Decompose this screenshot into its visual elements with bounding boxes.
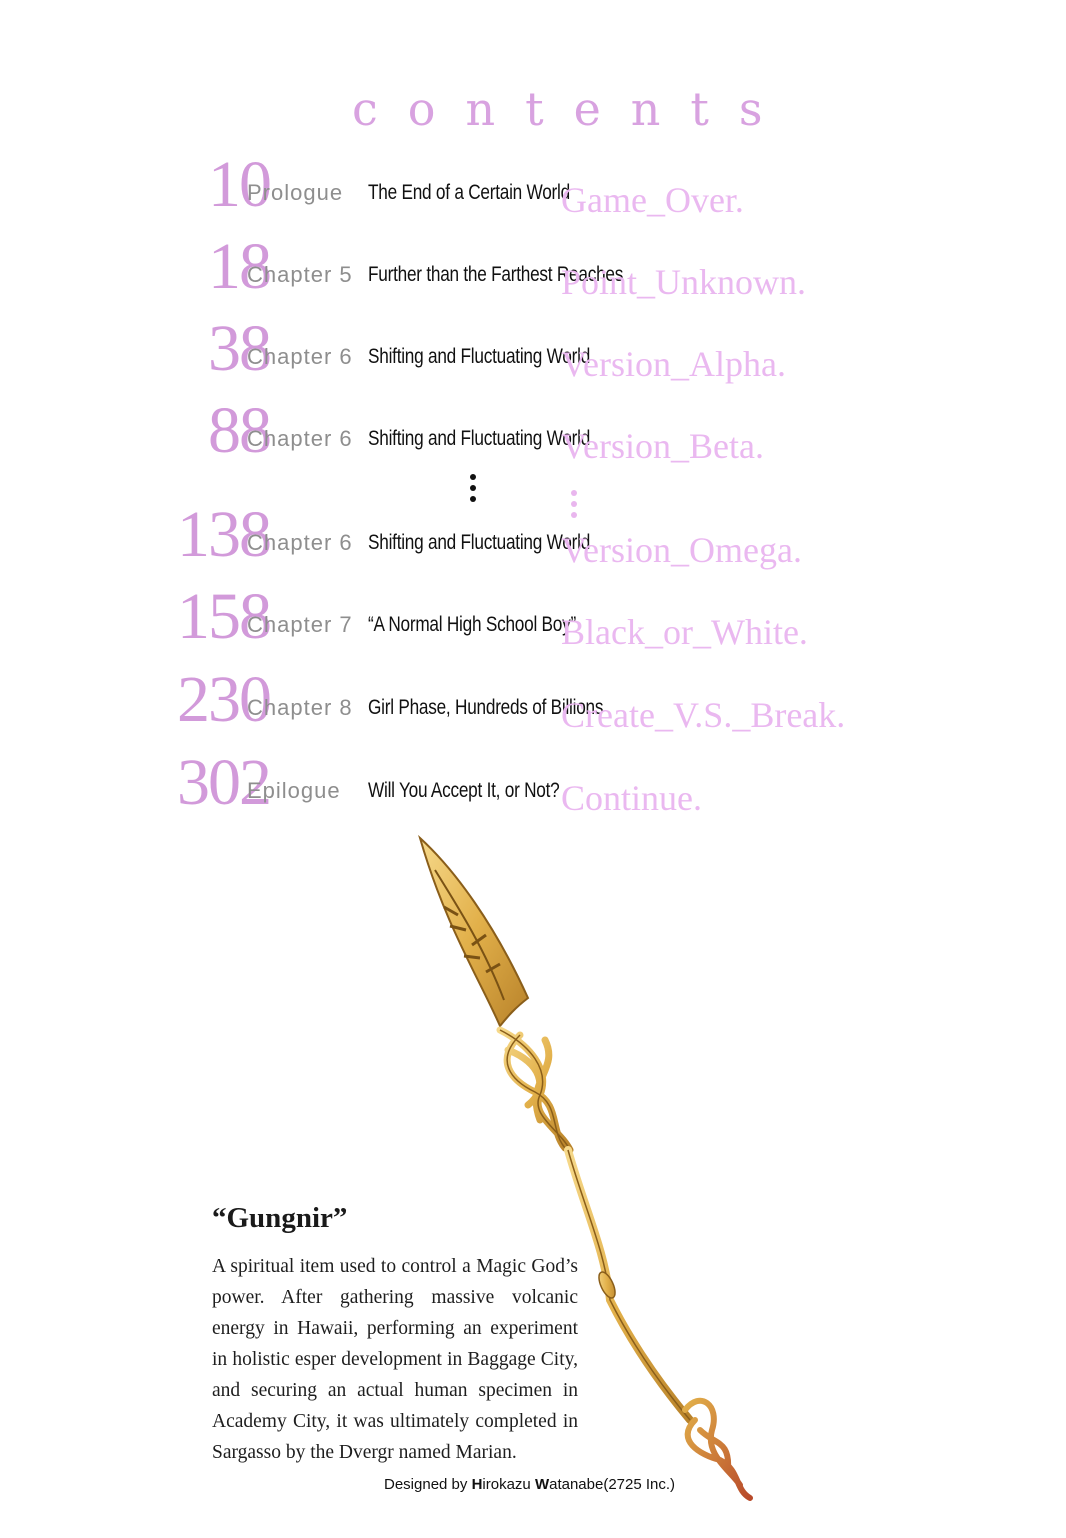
chapter-code: Point_Unknown. xyxy=(561,262,807,302)
toc-entry[interactable] xyxy=(0,148,1066,260)
toc-entry[interactable] xyxy=(0,230,1066,342)
page-number: 38 xyxy=(208,312,270,385)
page-number: 138 xyxy=(177,498,270,571)
chapter-title: “A Normal High School Boy” xyxy=(368,613,576,636)
item-description: A spiritual item used to control a Magic God’s power. After gathering massive volcanic energy in Hawaii, performing an experiment in holistic esper development in Baggage City, and securing an actual human specimen in Academy City, it was ultimately completed in Sargasso by the Dvergr named Marian. xyxy=(212,1256,578,1463)
credit-first-rest: irokazu xyxy=(482,1476,535,1493)
chapter-label: Chapter 8 xyxy=(247,695,353,720)
credit-last-initial: W xyxy=(534,1476,550,1493)
toc-entry[interactable] xyxy=(0,580,1066,692)
toc-entry[interactable] xyxy=(0,394,1066,506)
chapter-code: Version_Alpha. xyxy=(561,344,786,384)
ellipsis-vertical-icon xyxy=(468,474,478,508)
credit-last-rest: atanabe(2725 Inc.) xyxy=(549,1476,676,1493)
toc-entry[interactable] xyxy=(0,312,1066,424)
chapter-code: Game_Over. xyxy=(561,180,744,220)
chapter-title: The End of a Certain World xyxy=(368,181,570,204)
chapter-title: Shifting and Fluctuating World xyxy=(368,427,591,450)
chapter-title: Shifting and Fluctuating World xyxy=(368,345,591,368)
credit-prefix: Designed by xyxy=(384,1476,472,1493)
chapter-title: Further than the Farthest Reaches xyxy=(368,263,624,286)
page-number: 10 xyxy=(208,148,270,221)
chapter-label: Prologue xyxy=(247,180,344,205)
chapter-label: Chapter 6 xyxy=(247,344,353,369)
item-title: “Gungnir” xyxy=(212,1202,348,1234)
page-number: 88 xyxy=(208,394,270,467)
chapter-label: Chapter 7 xyxy=(247,612,353,637)
chapter-code: Continue. xyxy=(561,778,702,818)
chapter-label: Chapter 6 xyxy=(247,426,353,451)
chapter-title: Girl Phase, Hundreds of Billions xyxy=(368,696,604,719)
chapter-label: Epilogue xyxy=(247,778,341,803)
designer-credit xyxy=(384,1474,675,1496)
chapter-label: Chapter 6 xyxy=(247,530,353,555)
chapter-code: Version_Omega. xyxy=(561,530,802,570)
ellipsis-vertical-icon xyxy=(569,490,579,524)
contents-heading: contents xyxy=(352,82,793,136)
page-number: 302 xyxy=(177,746,270,819)
page-number: 18 xyxy=(208,230,270,303)
chapter-code: Version_Beta. xyxy=(561,426,764,466)
toc-entry[interactable] xyxy=(0,498,1066,610)
chapter-label: Chapter 5 xyxy=(247,262,353,287)
credit-first-initial: H xyxy=(471,1476,483,1493)
chapter-title: Shifting and Fluctuating World xyxy=(368,531,591,554)
page-number: 158 xyxy=(177,580,270,653)
page-number: 230 xyxy=(177,663,270,736)
toc-entry[interactable] xyxy=(0,663,1066,775)
chapter-code: Create_V.S._Break. xyxy=(561,695,846,735)
chapter-title: Will You Accept It, or Not? xyxy=(368,779,560,802)
chapter-code: Black_or_White. xyxy=(561,612,808,652)
